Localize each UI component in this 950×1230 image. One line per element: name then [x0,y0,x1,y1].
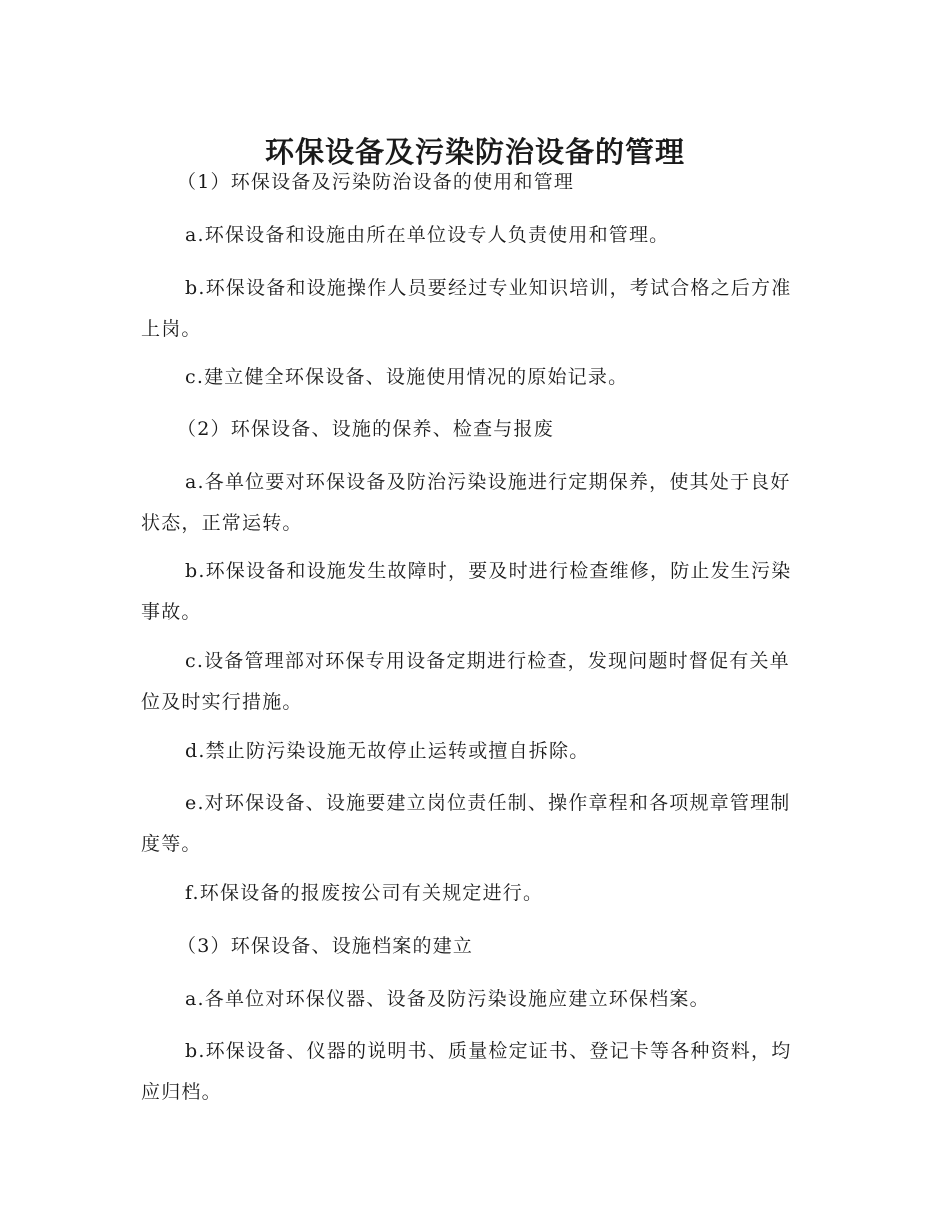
paragraph: c.建立健全环保设备、设施使用情况的原始记录。 [185,366,629,388]
paragraph: e.对环保设备、设施要建立岗位责任制、操作章程和各项规章管理制度等。 [141,792,791,855]
paragraph: b.环保设备和设施操作人员要经过专业知识培训，考试合格之后方准上岗。 [141,277,792,340]
paragraph: d.禁止防污染设施无故停止运转或擅自拆除。 [185,740,590,762]
paragraph: a.各单位要对环保设备及防治污染设施进行定期保养，使其处于良好状态，正常运转。 [141,471,791,534]
paragraph: c.设备管理部对环保专用设备定期进行检查，发现问题时督促有关单位及时实行措施。 [141,650,790,713]
paragraph: a.环保设备和设施由所在单位设专人负责使用和管理。 [185,224,670,246]
section-heading-3: （3）环保设备、设施档案的建立 [177,935,474,957]
paragraph: b.环保设备、仪器的说明书、质量检定证书、登记卡等各种资料，均应归档。 [141,1040,792,1103]
paragraph: b.环保设备和设施发生故障时，要及时进行检查维修，防止发生污染事故。 [141,560,792,623]
section-heading-2: （2）环保设备、设施的保养、检查与报废 [177,418,554,440]
paragraph: f.环保设备的报废按公司有关规定进行。 [185,882,544,904]
section-heading-1: （1）环保设备及污染防治设备的使用和管理 [177,171,575,193]
page-title: 环保设备及污染防治设备的管理 [264,135,685,170]
paragraph: a.各单位对环保仪器、设备及防污染设施应建立环保档案。 [185,988,710,1010]
